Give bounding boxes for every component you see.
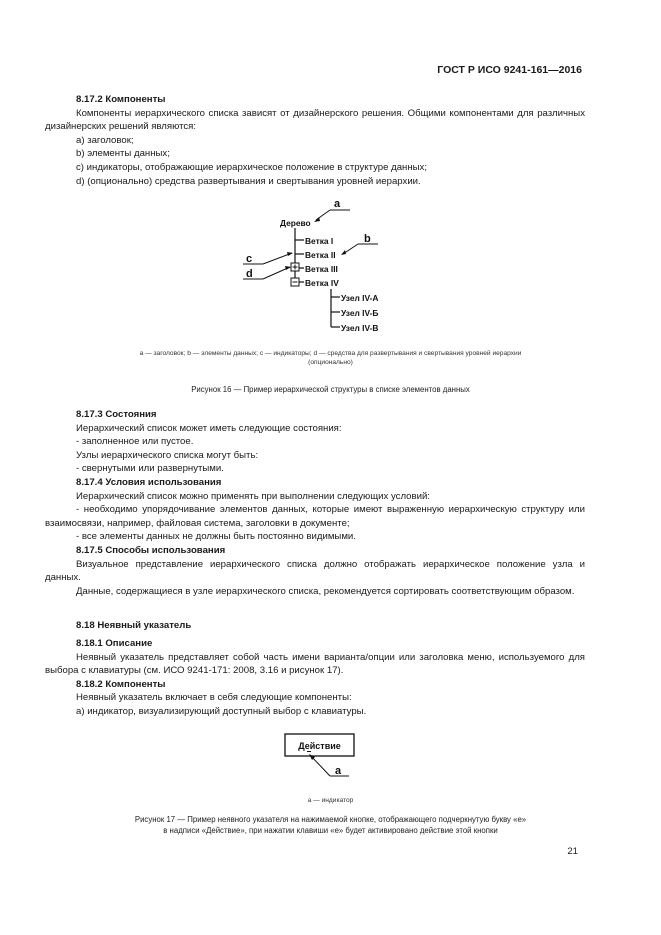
expand-collapse-icon [291,263,299,271]
section-heading: 8.17.2 Компоненты [76,94,166,105]
tree-root-label: Дерево [280,218,311,228]
section-heading: 8.18.1 Описание [76,638,153,649]
hierarchy-tree-figure [230,193,400,338]
list-item: - заполненное или пустое. [76,436,194,448]
caption-line: Рисунок 17 — Пример неявного указателя на нажимаемой кнопке, отображающего подчеркнутую букву «е» [134,815,527,824]
paragraph: Неявный указатель включает в себя следующие компоненты: [76,692,352,704]
tree-branch-label: Ветка II [305,250,336,260]
tree-node-label: Узел IV-Б [341,308,379,318]
tree-node-label: Узел IV-В [341,323,379,333]
paragraph: Неявный указатель представляет собой часть имени варианта/опции или заголовка меню, используемого для выбора с клавиатуры (см. ИСО 9241-171: 2008, 3.16 и рисунок 17). [45,651,585,677]
list-item: d) (опционально) средства развертывания и свертывания уровней иерархии. [76,175,421,187]
legend-line: (опционально) [308,359,353,366]
section-heading: 8.17.5 Способы использования [76,544,226,556]
figure-16-caption: Рисунок 16 — Пример иерархической структуры в списке элементов данных [191,385,470,394]
section-8-17-3-to-5 [45,408,585,598]
page-number: 21 [567,846,578,857]
paragraph: Узлы иерархического списка могут быть: [76,449,259,461]
callout-label: c [246,253,253,265]
section-8-18 [45,619,585,633]
figure-17-caption [40,814,621,836]
paragraph: Визуальное представление иерархического списка должно отображать иерархическое положение узла и данных. [45,558,585,584]
tree-branch-label: Ветка IV [305,278,339,288]
paragraph: Данные, содержащиеся в узле иерархического списка, рекомендуется сортировать соответствующим образом. [76,585,575,597]
list-item: - необходимо упорядочивание элементов данных, которые имеют выраженную иерархическую структуру или взаимосвязи, например, файловая система, заголовки в документе; [45,504,585,529]
implicit-indicator-figure [280,728,380,784]
callout-label: a [335,765,342,777]
document-id: ГОСТ Р ИСО 9241-161—2016 [437,64,582,76]
list-item: а) индикатор, визуализирующий доступный выбор с клавиатуры. [76,705,367,717]
caption-line: в надписи «Действие», при нажатии клавиши «е» будет активировано действие этой кнопки [163,826,498,835]
section-heading: 8.18.2 Компоненты [76,678,166,690]
section-8-18-1-2 [45,637,585,719]
figure-17-legend: a — индикатор [307,797,354,804]
section-heading: 8.17.3 Состояния [76,409,157,420]
action-button-label: Действие [298,741,341,751]
section-heading: 8.17.4 Условия использования [76,476,222,488]
section-8-17-2 [45,93,585,188]
list-item: b) элементы данных; [76,148,170,160]
callout-label: a [334,198,341,210]
list-item: c) индикаторы, отображающие иерархическое положение в структуре данных; [76,161,427,173]
legend-line: a — заголовок; b — элементы данных; c — индикаторы; d — средства для развертывания и свертывания уровней иерархии [139,350,522,357]
callout-label: d [246,268,253,280]
expand-collapse-icon [291,278,299,286]
tree-node-label: Узел IV-А [341,293,379,303]
paragraph: Компоненты иерархического списка зависят от дизайнерского решения. Общими компонентами для различных дизайнерских решений являются: [45,107,585,133]
callout-label: b [364,233,371,245]
list-item: a) заголовок; [76,134,134,146]
paragraph: Иерархический список можно применять при выполнении следующих условий: [76,490,430,502]
tree-branch-label: Ветка I [305,236,334,246]
section-heading: 8.18 Неявный указатель [76,620,192,631]
list-item: - все элементы данных не должны быть постоянно видимыми. [76,531,356,543]
paragraph: Иерархический список может иметь следующие состояния: [76,422,342,434]
list-item: - свернутыми или развернутыми. [76,463,224,475]
tree-branch-label: Ветка III [305,264,338,274]
figure-16-legend [40,349,621,367]
